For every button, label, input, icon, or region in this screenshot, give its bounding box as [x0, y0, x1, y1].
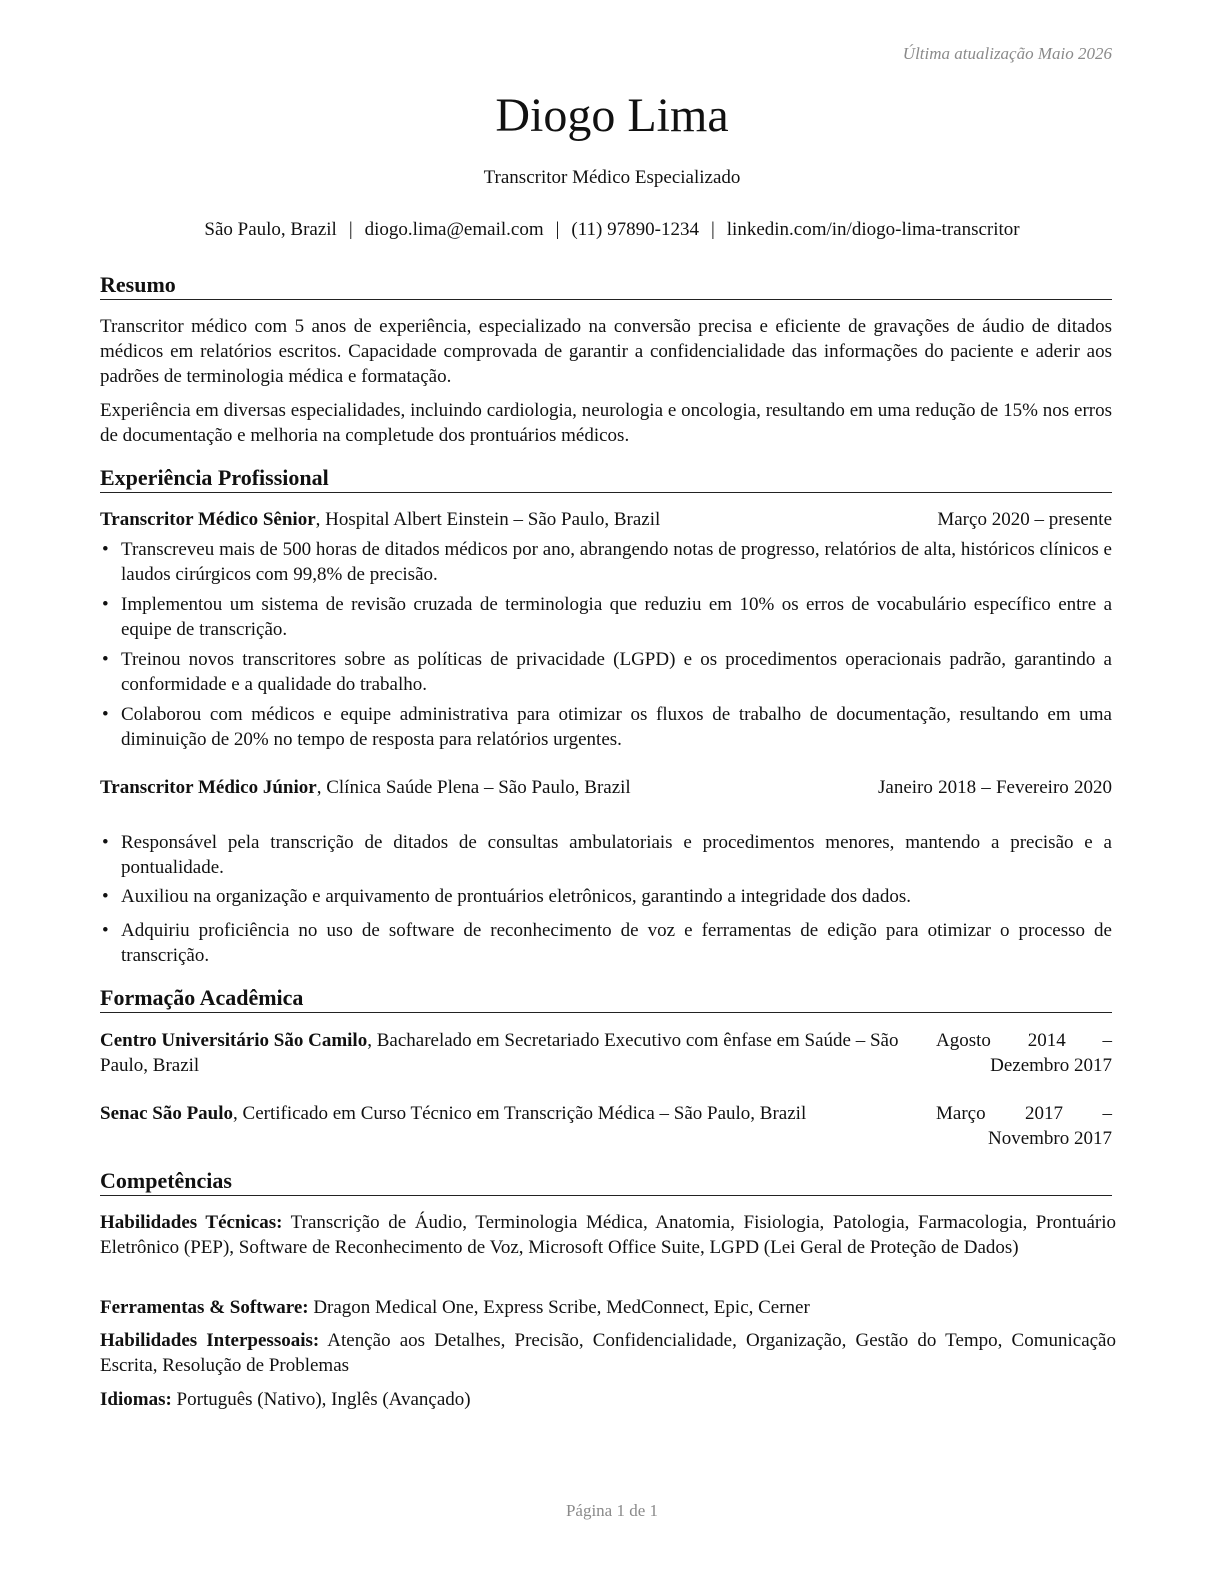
bullet-icon: •	[102, 886, 109, 907]
education-dates: Março 2017 – Novembro 2017	[936, 1103, 1112, 1149]
bullet-text: Auxiliou na organização e arquivamento de prontuários eletrônicos, garantindo a integridade dos dados.	[121, 886, 912, 907]
skill-line	[100, 1387, 1116, 1412]
skill-value: Dragon Medical One, Express Scribe, MedConnect, Epic, Cerner	[308, 1297, 810, 1318]
contact-phone: (11) 97890-1234	[571, 219, 699, 240]
job-header	[100, 775, 1112, 825]
job-bullets	[100, 830, 1112, 973]
bullet-text: Implementou um sistema de revisão cruzada de terminologia que reduziu em 10% os erros de vocabulário específico entre a equipe de transcrição.	[121, 594, 1112, 640]
job-bullets	[100, 537, 1112, 757]
education-detail: , Bacharelado em Secretariado Executivo com ênfase em Saúde – São Paulo, Brazil	[100, 1030, 899, 1076]
bullet-text: Treinou novos transcritores sobre as políticas de privacidade (LGPD) e os procedimentos operacionais padrão, garantindo a conformidade e a qualidade do trabalho.	[121, 649, 1112, 695]
job-org: , Clínica Saúde Plena – São Paulo, Brazil	[316, 777, 631, 798]
bullet-icon: •	[102, 920, 109, 941]
job-org: , Hospital Albert Einstein – São Paulo, Brazil	[315, 509, 661, 530]
bullet-icon: •	[102, 649, 109, 670]
skills-heading: Competências	[100, 1167, 1112, 1196]
bullet-icon: •	[102, 704, 109, 725]
list-item	[100, 702, 1112, 752]
education-detail: , Certificado em Curso Técnico em Transcrição Médica – São Paulo, Brazil	[233, 1103, 807, 1124]
education-heading: Formação Acadêmica	[100, 984, 1112, 1013]
education-school: Centro Universitário São Camilo	[100, 1030, 368, 1051]
skill-label: Idiomas:	[100, 1389, 172, 1410]
bullet-icon: •	[102, 594, 109, 615]
list-item	[100, 592, 1112, 642]
skill-line	[100, 1210, 1116, 1260]
candidate-title: Transcritor Médico Especializado	[483, 167, 741, 188]
skill-line	[100, 1328, 1116, 1378]
contact-email[interactable]: diogo.lima@email.com	[364, 219, 544, 240]
bullet-text: Colaborou com médicos e equipe administrativa para otimizar os fluxos de trabalho de documentação, resultando em uma diminuição de 20% no tempo de resposta para relatórios urgentes.	[121, 704, 1112, 750]
skill-value: Transcrição de Áudio, Terminologia Médica, Anatomia, Fisiologia, Patologia, Farmacologia, Prontuário Eletrônico (PEP), Software de Reconhecimento de Voz, Microsoft Office Suite, LGPD (Lei Geral de Proteção de Dados)	[100, 1212, 1116, 1258]
candidate-name: Diogo Lima	[495, 89, 729, 142]
job-dates: Março 2020 – presente	[937, 509, 1112, 530]
list-item	[100, 647, 1112, 697]
bullet-icon: •	[102, 539, 109, 560]
contact-separator: |	[710, 219, 715, 240]
experience-heading: Experiência Profissional	[100, 464, 1112, 493]
skill-label: Habilidades Interpessoais:	[100, 1330, 320, 1351]
list-item	[100, 830, 1112, 880]
job-title-line	[100, 775, 631, 800]
bullet-text: Transcreveu mais de 500 horas de ditados médicos por ano, abrangendo notas de progresso, relatórios de alta, históricos clínicos e laudos cirúrgicos com 99,8% de precisão.	[121, 539, 1112, 585]
summary-paragraph: Experiência em diversas especialidades, incluindo cardiologia, neurologia e oncologia, resultando em uma redução de 15% nos erros de documentação e melhoria na completude dos prontuários médicos.	[100, 400, 1112, 446]
contact-location: São Paulo, Brazil	[204, 219, 337, 240]
list-item	[100, 884, 1112, 909]
page-number: Página 1 de 1	[565, 1501, 659, 1520]
bullet-text: Responsável pela transcrição de ditados de consultas ambulatoriais e procedimentos menores, mantendo a precisão e a pontualidade.	[121, 832, 1112, 878]
job-dates: Janeiro 2018 – Fevereiro 2020	[878, 777, 1112, 798]
last-updated: Última atualização Maio 2026	[902, 44, 1112, 63]
bullet-icon: •	[102, 832, 109, 853]
summary-paragraph: Transcritor médico com 5 anos de experiência, especializado na conversão precisa e eficiente de gravações de áudio de ditados médicos em relatórios escritos. Capacidade comprovada de garantir a confidencialidade das informações do paciente e aderir aos padrões de terminologia médica e formatação.	[100, 316, 1112, 387]
contact-separator: |	[348, 219, 353, 240]
education-item	[100, 1101, 1112, 1151]
skill-line	[100, 1295, 1116, 1320]
skill-value: Atenção aos Detalhes, Precisão, Confidencialidade, Organização, Gestão do Tempo, Comunicação Escrita, Resolução de Problemas	[100, 1330, 1116, 1376]
contact-linkedin[interactable]: linkedin.com/in/diogo-lima-transcritor	[726, 219, 1020, 240]
bullet-text: Adquiriu proficiência no uso de software de reconhecimento de voz e ferramentas de edição para otimizar o processo de transcrição.	[121, 920, 1112, 966]
contact-line	[0, 219, 1224, 241]
education-dates: Agosto 2014 – Dezembro 2017	[936, 1030, 1112, 1076]
job-role: Transcritor Médico Júnior	[100, 777, 317, 798]
list-item	[100, 918, 1112, 968]
skill-value: Português (Nativo), Inglês (Avançado)	[171, 1389, 471, 1410]
contact-separator: |	[555, 219, 560, 240]
education-item	[100, 1028, 1112, 1078]
education-school: Senac São Paulo	[100, 1103, 234, 1124]
skill-label: Habilidades Técnicas:	[100, 1212, 283, 1233]
job-role: Transcritor Médico Sênior	[100, 509, 316, 530]
summary-heading: Resumo	[100, 271, 1112, 300]
job-title-line	[100, 507, 660, 532]
list-item	[100, 537, 1112, 587]
skill-label: Ferramentas & Software:	[100, 1297, 309, 1318]
